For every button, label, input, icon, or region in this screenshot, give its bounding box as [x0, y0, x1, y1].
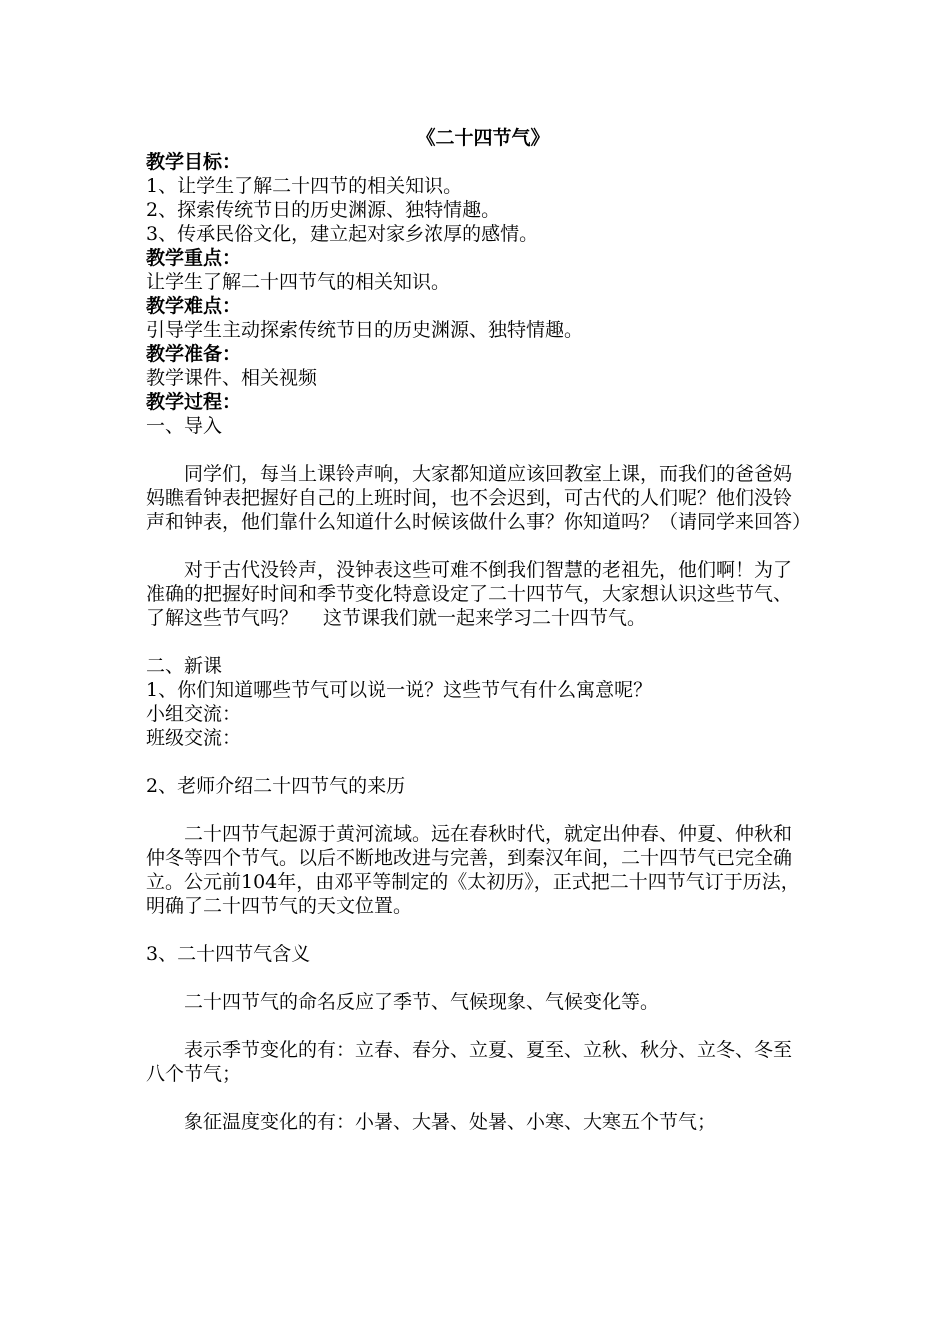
- document-body: [146, 126, 810, 1134]
- history-paragraph: 二十四节气起源于黄河流域。远在春秋时代，就定出仲春、仲夏、仲秋和仲冬等四个节气。以后不断地改进与完善，到秦汉年间，二十四节气已完全确立。公元前104年，由邓平等制定的《太初历》，正式把二十四节气订于历法，明确了二十四节气的天文位置。: [146, 823, 800, 917]
- intro-heading: 一、导入: [146, 415, 223, 437]
- preparation-heading: 教学准备：: [146, 343, 242, 365]
- objective-item: 2、探索传统节日的历史渊源、独特情趣。: [146, 199, 501, 221]
- objectives-heading: 教学目标：: [146, 151, 242, 173]
- difficulties-text: 引导学生主动探索传统节日的历史渊源、独特情趣。: [146, 319, 584, 341]
- question-two: 2、老师介绍二十四节气的来历: [146, 775, 406, 797]
- blank-line: [146, 1014, 810, 1038]
- key-points-text: 让学生了解二十四节气的相关知识。: [146, 271, 451, 293]
- blank-line: [146, 534, 810, 558]
- blank-line: [146, 438, 810, 462]
- intro-paragraph: 对于古代没铃声，没钟表这些可难不倒我们智慧的老祖先，他们啊！为了准确的把握好时间和季节变化特意设定了二十四节气，大家想认识这些节气、了解这些节气吗？ 这节课我们就一起来学习二十四节气。: [146, 559, 793, 629]
- blank-line: [146, 918, 810, 942]
- question-one: 1、你们知道哪些节气可以说一说？这些节气有什么寓意呢？: [146, 679, 653, 701]
- page-title: 《二十四节气》: [416, 127, 550, 149]
- blank-line: [146, 630, 810, 654]
- new-lesson-heading: 二、新课: [146, 655, 223, 677]
- key-points-heading: 教学重点：: [146, 247, 242, 269]
- blank-line: [146, 966, 810, 990]
- objective-item: 3、传承民俗文化，建立起对家乡浓厚的感情。: [146, 223, 539, 245]
- class-discussion-label: 班级交流：: [146, 727, 242, 749]
- objective-item: 1、让学生了解二十四节的相关知识。: [146, 175, 463, 197]
- group-discussion-label: 小组交流：: [146, 703, 242, 725]
- blank-line: [146, 798, 810, 822]
- question-three: 3、二十四节气含义: [146, 943, 311, 965]
- intro-paragraph: 同学们，每当上课铃声响，大家都知道应该回教室上课，而我们的爸爸妈妈瞧看钟表把握好自己的上班时间，也不会迟到，可古代的人们呢？他们没铃声和钟表，他们靠什么知道什么时候该做什么事？你知道吗？（请同学来回答）: [146, 463, 812, 533]
- blank-line: [146, 1086, 810, 1110]
- blank-line: [146, 750, 810, 774]
- preparation-text: 教学课件、相关视频: [146, 367, 318, 389]
- meaning-paragraph: 二十四节气的命名反应了季节、气候现象、气候变化等。: [184, 991, 660, 1013]
- process-heading: 教学过程：: [146, 391, 242, 413]
- season-paragraph: 表示季节变化的有：立春、春分、立夏、夏至、立秋、秋分、立冬、冬至八个节气；: [146, 1039, 793, 1085]
- temperature-paragraph: 象征温度变化的有：小暑、大暑、处暑、小寒、大寒五个节气；: [184, 1111, 717, 1133]
- difficulties-heading: 教学难点：: [146, 295, 242, 317]
